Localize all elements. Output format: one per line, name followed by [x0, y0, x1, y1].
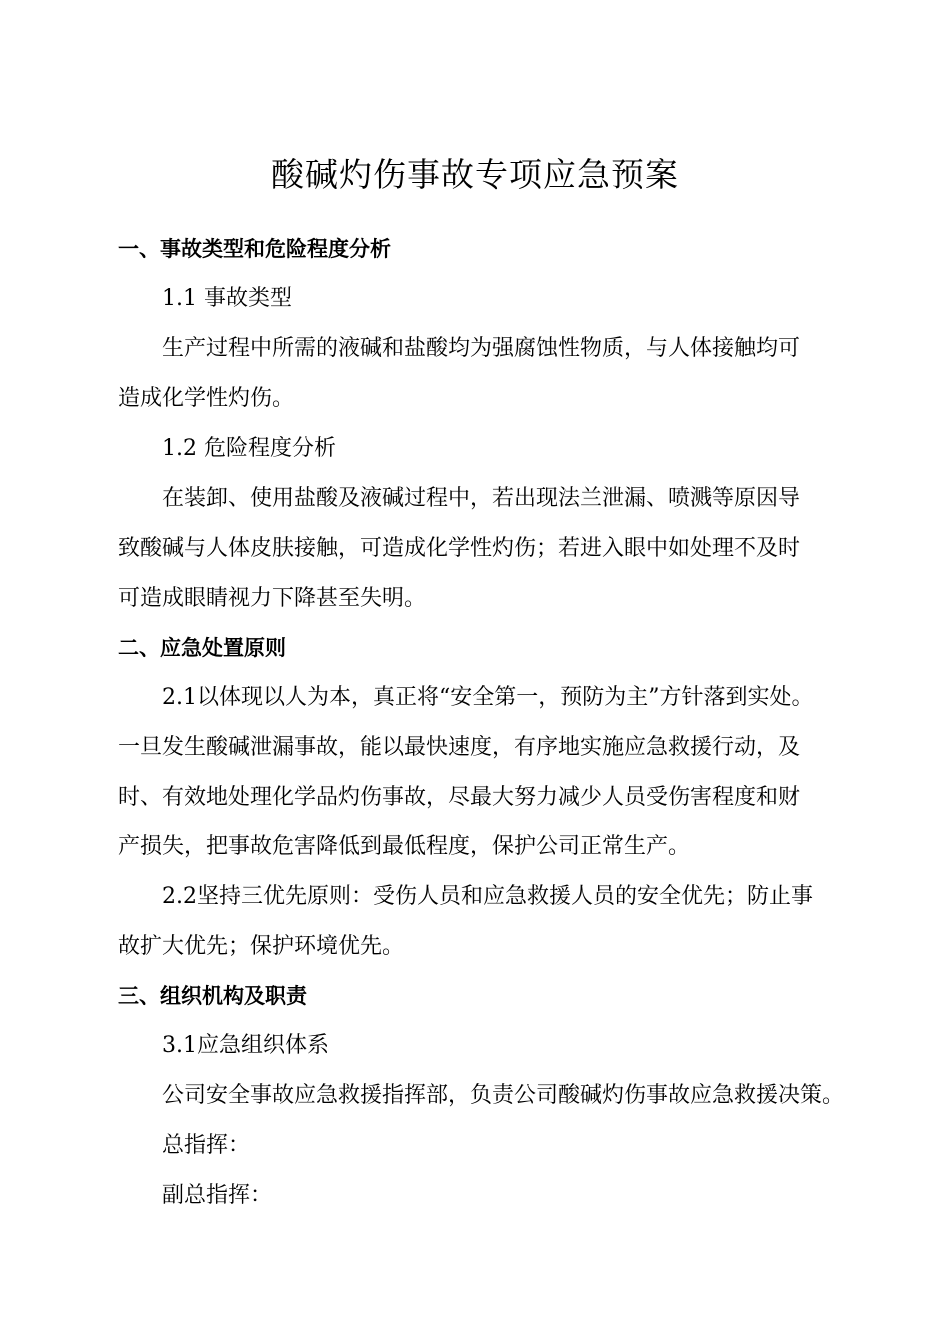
document-title: 酸碱灼伤事故专项应急预案	[271, 155, 679, 194]
paragraph-line: 在装卸、使用盐酸及液碱过程中，若出现法兰泄漏、喷溅等原因导	[162, 486, 801, 511]
paragraph-line: 产损失，把事故危害降低到最低程度，保护公司正常生产。	[118, 834, 691, 859]
paragraph-line: 一旦发生酸碱泄漏事故，能以最快速度，有序地实施应急救援行动，及	[118, 735, 801, 760]
subsection-heading-1-2: 1.2 危险程度分析	[162, 436, 336, 461]
subsection-heading-3-1: 3.1应急组织体系	[162, 1033, 329, 1058]
section-heading-3: 三、组织机构及职责	[118, 984, 307, 1008]
section-heading-2: 二、应急处置原则	[118, 636, 286, 660]
subsection-heading-1-1: 1.1 事故类型	[162, 286, 292, 311]
role-label-commander: 总指挥：	[162, 1133, 251, 1158]
section-heading-1: 一、事故类型和危险程度分析	[118, 237, 391, 261]
paragraph-line: 时、有效地处理化学品灼伤事故，尽最大努力减少人员受伤害程度和财	[118, 785, 801, 810]
paragraph-line: 生产过程中所需的液碱和盐酸均为强腐蚀性物质，与人体接触均可	[162, 336, 801, 361]
paragraph-line: 2.1以体现以人为本，真正将“安全第一，预防为主”方针落到实处。	[162, 685, 814, 710]
paragraph-line: 致酸碱与人体皮肤接触，可造成化学性灼伤；若进入眼中如处理不及时	[118, 536, 801, 561]
paragraph-line: 公司安全事故应急救援指挥部，负责公司酸碱灼伤事故应急救援决策。	[162, 1083, 845, 1108]
paragraph-line: 可造成眼睛视力下降甚至失明。	[118, 586, 427, 611]
paragraph-line: 2.2坚持三优先原则：受伤人员和应急救援人员的安全优先；防止事	[162, 884, 813, 909]
paragraph-line: 造成化学性灼伤。	[118, 386, 295, 411]
role-label-deputy-commander: 副总指挥：	[162, 1183, 273, 1208]
paragraph-line: 故扩大优先；保护环境优先。	[118, 934, 405, 959]
